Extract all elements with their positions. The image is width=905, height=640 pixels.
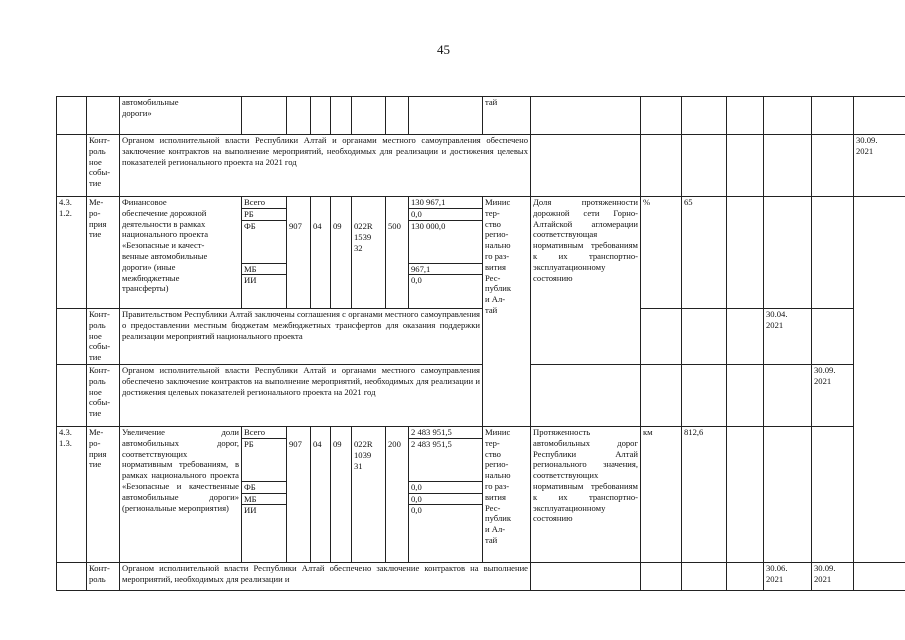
measure-type: Ме- ро- прия тие <box>87 197 120 309</box>
target-code: 022R 1539 32 <box>352 197 386 309</box>
source-ii: ИИ <box>244 275 257 286</box>
measure-number: 4.3. 1.3. <box>57 427 87 563</box>
row-executor: тай <box>483 97 531 135</box>
control-event-label: Конт- роль ное собы- тие <box>87 135 120 197</box>
table-row <box>57 197 905 309</box>
unit: км <box>641 427 682 563</box>
source-total: Всего <box>242 197 286 209</box>
measure-name: Увеличение доли автомобильных дорог, соответствующих нормативным требованиям, в рамках национального проекта «Безопасные и качественные автомобильные дороги» (региональные мероприятия) <box>120 427 242 563</box>
control-event-date: 30.09. 2021 <box>854 135 905 197</box>
indicator-value: 65 <box>682 197 727 309</box>
table-row <box>57 135 905 197</box>
sum-rb: 0,0 <box>409 209 482 221</box>
sum-fb: 0,0 <box>409 482 482 494</box>
control-event-label: Конт- роль ное собы- тие <box>87 365 120 427</box>
section-code: 04 <box>311 427 331 563</box>
control-event-label: Конт- роль <box>87 563 120 591</box>
control-event-text: Органом исполнительной власти Республики Алтай и органами местного самоуправления обеспечено заключение контрактов на выполнение мероприятий, необходимых для реализации и достижения целевых показателей регионального проекта на 2021 год <box>120 135 531 197</box>
subsection-code: 09 <box>331 427 352 563</box>
sum-total: 130 967,1 <box>409 197 482 209</box>
table-row <box>57 97 905 135</box>
expense-code: 500 <box>386 197 409 309</box>
source-fb: ФБ <box>242 221 286 264</box>
table-row <box>57 309 905 365</box>
expense-code: 200 <box>386 427 409 563</box>
control-event-date: 30.04. 2021 <box>764 309 812 365</box>
control-event-date: 30.06. 2021 <box>764 563 812 591</box>
subsection-code: 09 <box>331 197 352 309</box>
source-mb: МБ <box>242 494 286 506</box>
table-row <box>57 427 905 563</box>
measure-name: Финансовое обеспечение дорожной деятельности в рамках национального проекта «Безопасные и качест- венные автомобильные дороги» (иные межбюджетные трансферты) <box>120 197 242 309</box>
source-rb: РБ <box>242 209 286 221</box>
indicator: Доля протяженности дорожной сети Горно-Алтайской агломерации соответствующая нормативным требованиям к их транспортно-эксплуатационному состоянию <box>531 197 641 365</box>
grbs-code: 907 <box>287 427 311 563</box>
sum-ii: 0,0 <box>411 505 422 516</box>
control-event-text: Органом исполнительной власти Республики Алтай обеспечено заключение контрактов на выполнение мероприятий, необходимых для реализации и <box>120 563 531 591</box>
source-ii: ИИ <box>244 505 257 516</box>
executor: Минис тер- ство регио- нально го раз- вития Рес- публик и Ал- тай <box>483 427 531 563</box>
control-event-date: 30.09. 2021 <box>812 365 854 427</box>
table-row <box>57 563 905 591</box>
indicator-value: 812,6 <box>682 427 727 563</box>
page-number: 45 <box>437 42 450 57</box>
target-code: 022R 1039 31 <box>352 427 386 563</box>
control-event-text: Правительством Республики Алтай заключены соглашения с органами местного самоуправления о предоставлении местным бюджетам межбюджетных трансфертов для оказания поддержки реализации мероприятий национального проекта <box>120 309 483 365</box>
measure-type: Ме- ро- прия тие <box>87 427 120 563</box>
table-row <box>57 365 905 427</box>
sum-total: 2 483 951,5 <box>409 427 482 439</box>
sum-ii: 0,0 <box>411 275 422 286</box>
sum-fb: 130 000,0 <box>409 221 482 264</box>
executor: Минис тер- ство регио- нально го раз- вития Рес- публик и Ал- тай <box>483 197 531 427</box>
source-mb: МБ <box>242 264 286 276</box>
sum-mb: 967,1 <box>409 264 482 276</box>
measure-number: 4.3. 1.2. <box>57 197 87 309</box>
control-event-label: Конт- роль ное собы- тие <box>87 309 120 365</box>
source-total: Всего <box>242 427 286 439</box>
row-name: автомобильные дороги» <box>120 97 242 135</box>
grbs-code: 907 <box>287 197 311 309</box>
source-rb: РБ <box>242 439 286 482</box>
document-table <box>56 96 905 591</box>
control-event-date: 30.09. 2021 <box>812 563 854 591</box>
section-code: 04 <box>311 197 331 309</box>
indicator: Протяженность автомобильных дорог Республики Алтай регионального значения, соответствующих нормативным требованиям к их транспортно-эксплуатационному состоянию <box>531 427 641 563</box>
source-fb: ФБ <box>242 482 286 494</box>
sum-rb: 2 483 951,5 <box>409 439 482 482</box>
sum-mb: 0,0 <box>409 494 482 506</box>
control-event-text: Органом исполнительной власти Республики Алтай и органами местного самоуправления обеспечено заключение контрактов на выполнение мероприятий, необходимых для реализации и достижения целевых показателей регионального проекта на 2021 год <box>120 365 483 427</box>
unit: % <box>641 197 682 309</box>
